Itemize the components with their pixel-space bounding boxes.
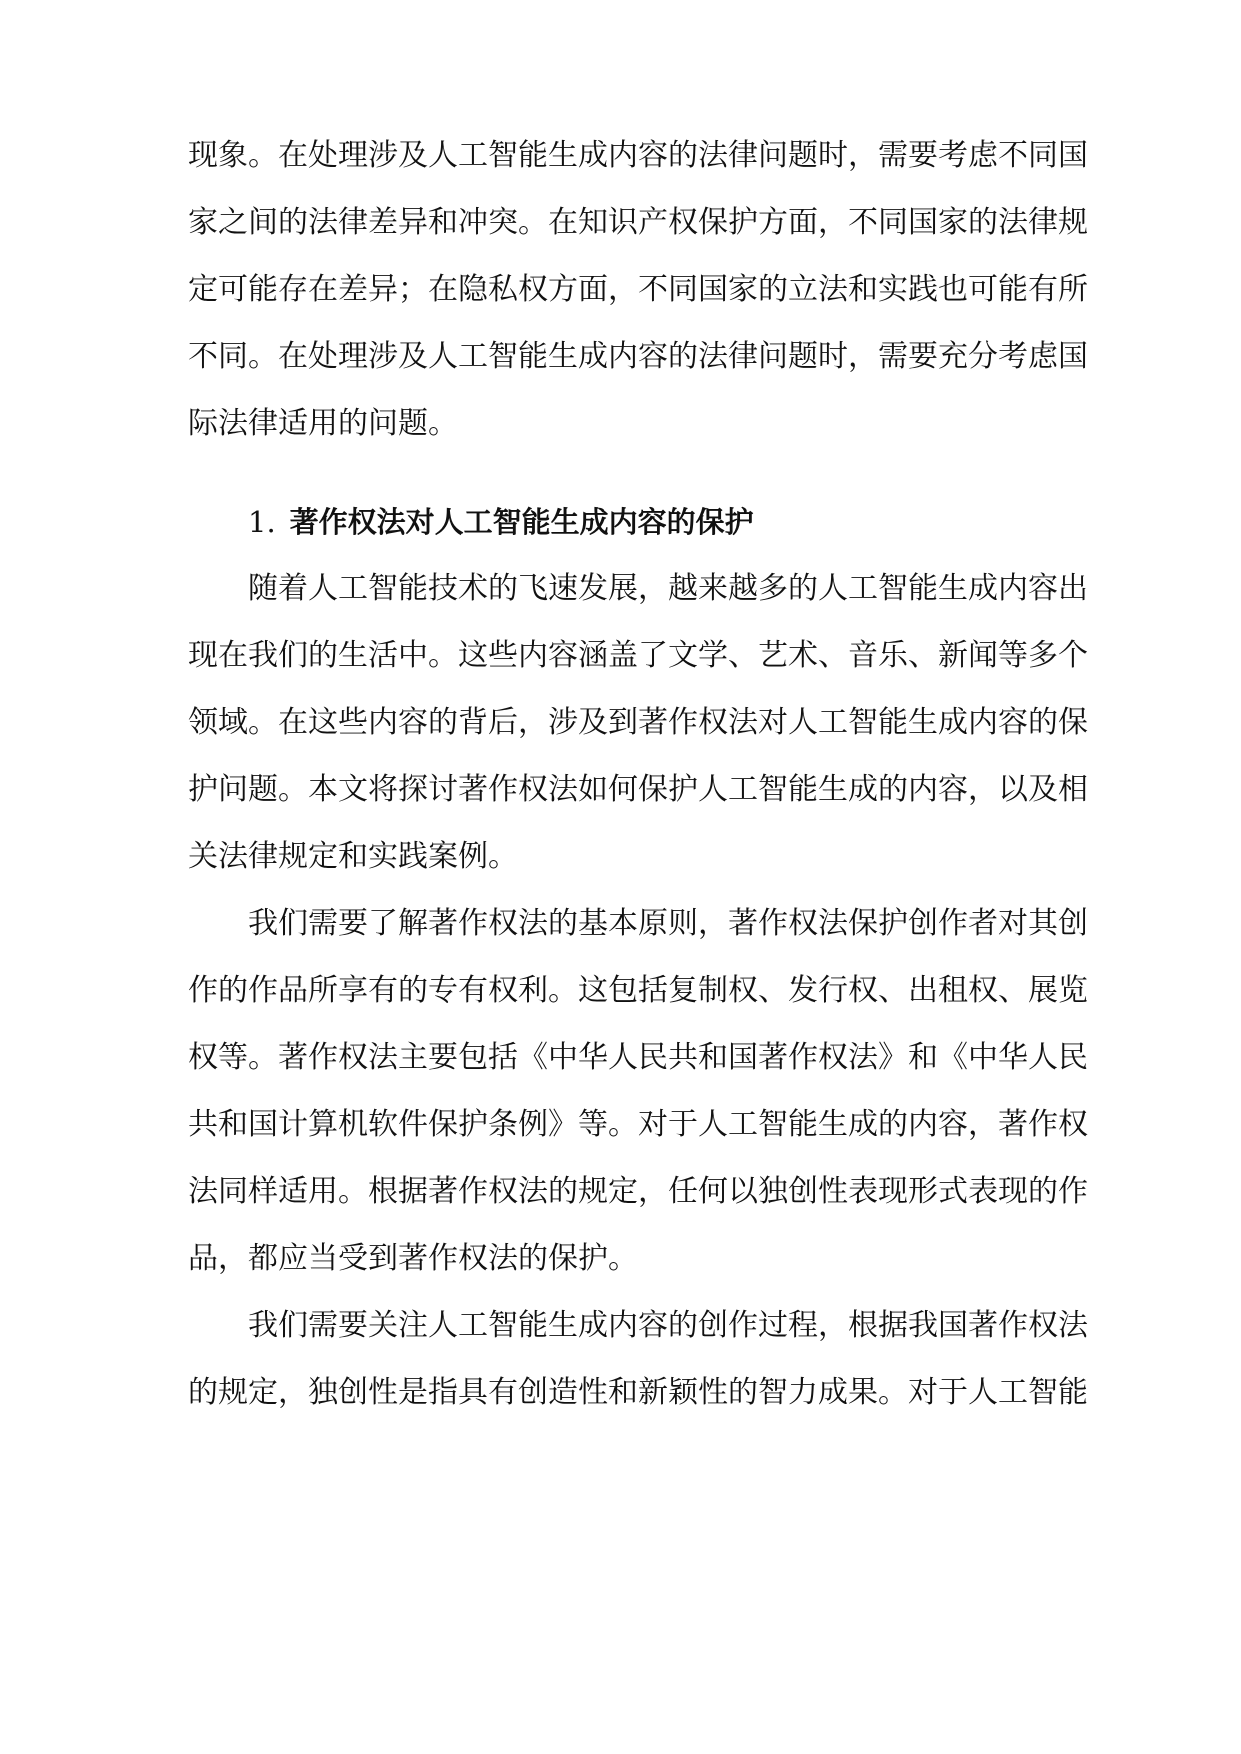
text-line: 不同。在处理涉及人工智能生成内容的法律问题时，需要充分考虑国 — [188, 339, 1088, 374]
text-line: 现在我们的生活中。这些内容涵盖了文学、艺术、音乐、新闻等多个 — [188, 638, 1088, 673]
text-line: 法同样适用。根据著作权法的规定，任何以独创性表现形式表现的作 — [188, 1174, 1088, 1209]
text-line: 共和国计算机软件保护条例》等。对于人工智能生成的内容，著作权 — [188, 1107, 1088, 1142]
text-line: 领域。在这些内容的背后，涉及到著作权法对人工智能生成内容的保 — [188, 705, 1088, 740]
section-heading — [248, 502, 754, 542]
text-line: 的规定，独创性是指具有创造性和新颖性的智力成果。对于人工智能 — [188, 1375, 1088, 1410]
text-line: 际法律适用的问题。 — [188, 406, 458, 441]
section-title: 著作权法对人工智能生成内容的保护 — [289, 505, 754, 539]
text-line: 关法律规定和实践案例。 — [188, 839, 518, 874]
text-line: 品，都应当受到著作权法的保护。 — [188, 1241, 638, 1276]
text-line: 家之间的法律差异和冲突。在知识产权保护方面，不同国家的法律规 — [188, 205, 1088, 240]
text-line: 我们需要了解著作权法的基本原则，著作权法保护创作者对其创 — [248, 906, 1088, 941]
text-line: 作的作品所享有的专有权利。这包括复制权、发行权、出租权、展览 — [188, 973, 1088, 1008]
text-line: 随着人工智能技术的飞速发展，越来越多的人工智能生成内容出 — [248, 571, 1088, 606]
section-number: 1. — [248, 505, 276, 539]
text-line: 现象。在处理涉及人工智能生成内容的法律问题时，需要考虑不同国 — [188, 138, 1088, 173]
text-line: 权等。著作权法主要包括《中华人民共和国著作权法》和《中华人民 — [188, 1040, 1088, 1075]
text-line: 定可能存在差异；在隐私权方面，不同国家的立法和实践也可能有所 — [188, 272, 1088, 307]
text-line: 护问题。本文将探讨著作权法如何保护人工智能生成的内容，以及相 — [188, 772, 1088, 807]
text-line: 我们需要关注人工智能生成内容的创作过程，根据我国著作权法 — [248, 1308, 1088, 1343]
